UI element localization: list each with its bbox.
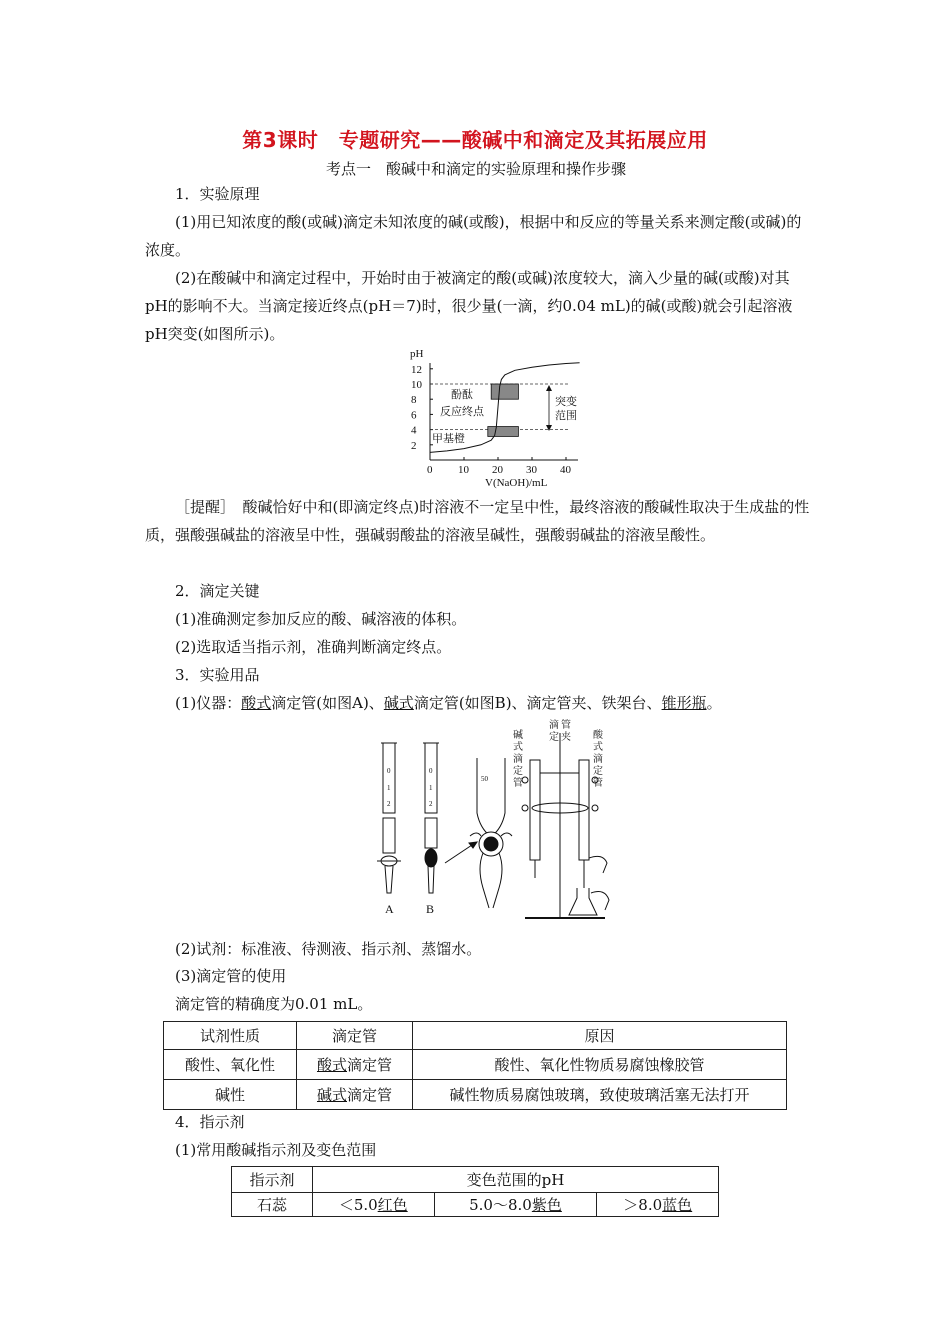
x-tick-label: 40 [560,464,571,476]
s2-heading: 2．滴定关键 [175,582,260,600]
label-b: B [426,902,435,916]
x-tick-label: 30 [526,464,537,476]
x-tick-label: 20 [492,464,503,476]
figure-vertical-label-char: 管 [513,778,523,789]
figure-vertical-label-char: 定 [593,766,603,777]
figure-vertical-label-char: 夹 [561,732,571,743]
table-header: 变色范围的pH [313,1167,719,1193]
s3-reagents: (2)试剂：标准液、待测液、指示剂、蒸馏水。 [175,940,482,958]
s3-instruments: (1)仪器：酸式滴定管(如图A)、碱式滴定管(如图B)、滴定管夹、铁架台、锥形瓶。 [175,694,722,712]
y-tick-label: 8 [411,394,417,407]
figure-vertical-label-char: 滴 [593,754,603,765]
table-row: 石蕊 ＜5.0红色 5.0～8.0紫色 ＞8.0蓝色 [232,1193,719,1217]
label-endpoint: 反应终点 [440,405,484,418]
figure-vertical-label-char: 滴 [549,720,559,731]
table-header: 原因 [413,1022,787,1050]
burette-a-mark-0: 0 [387,767,391,775]
s2-p1: (1)准确测定参加反应的酸、碱溶液的体积。 [175,610,467,628]
s1-p1: (1)用已知浓度的酸(或碱)滴定未知浓度的碱(或酸)，根据中和反应的等量关系来测定酸(或碱)的浓度。 [145,213,802,259]
x-tick-label: 0 [427,464,433,476]
burette-b-mark-2: 2 [429,800,433,808]
methyl-orange-box [488,427,519,437]
figure-vertical-label-char: 式 [513,742,523,753]
burette-a-mark-2: 2 [387,800,391,808]
label-a: A [385,902,394,916]
section-subtitle: 考点一 酸碱中和滴定的实验原理和操作步骤 [326,160,627,178]
phenolphthalein-box [491,384,518,399]
s1-heading: 1．实验原理 [175,185,260,203]
s3-heading: 3．实验用品 [175,666,260,684]
figure-vertical-label-char: 滴 [513,754,523,765]
chart-xlabel: V(NaOH)/mL [485,477,548,489]
figure-vertical-label-char: 定 [549,732,559,743]
page-title: 第3课时 专题研究——酸碱中和滴定及其拓展应用 [242,128,708,152]
burette-b-mark-0: 0 [429,767,433,775]
s1-p2: (2)在酸碱中和滴定过程中，开始时由于被滴定的酸(或碱)浓度较大，滴入少量的碱(或酸)对其pH的影响不大。当滴定接近终点(pH＝7)时，很少量(一滴，约0.04 mL)的碱(或酸)就会引起溶液pH突变(如图所示)。 [145,269,793,343]
figure-vertical-label-char: 酸 [593,730,603,741]
y-tick-label: 6 [411,409,417,422]
table-row: 酸性、氧化性 酸式滴定管 酸性、氧化性物质易腐蚀橡胶管 [164,1050,787,1080]
table-header: 滴定管 [297,1022,413,1050]
label-methyl-orange: 甲基橙 [432,432,465,445]
s3-precision: 滴定管的精确度为0.01 mL。 [175,995,373,1013]
chart-ylabel: pH [410,348,424,360]
figure-vertical-label-char: 管 [561,720,571,731]
burette-a-mark-1: 1 [387,784,391,792]
y-tick-label: 10 [411,379,422,391]
figure-vertical-label-char: 式 [593,742,603,753]
titration-chart [395,345,595,490]
burette-table [163,1021,787,1110]
table-row: 碱性 碱式滴定管 碱性物质易腐蚀玻璃，致使玻璃活塞无法打开 [164,1080,787,1110]
y-tick-label: 2 [411,439,417,452]
table-header: 指示剂 [232,1167,313,1193]
s4-p1: (1)常用酸碱指示剂及变色范围 [175,1141,377,1159]
s4-heading: 4．指示剂 [175,1113,245,1131]
burette-figure [365,718,615,928]
figure-vertical-label-char: 碱 [513,730,523,741]
s3-use: (3)滴定管的使用 [175,967,287,985]
s2-p2: (2)选取适当指示剂，准确判断滴定终点。 [175,638,452,656]
figure-vertical-label-char: 管 [593,778,603,789]
figure-vertical-label-char: 定 [513,766,523,777]
indicator-table [231,1166,719,1217]
label-phenolphthalein: 酚酞 [451,388,473,401]
zoom-mark-50: 50 [481,775,488,783]
x-tick-label: 10 [458,464,469,476]
table-header: 试剂性质 [164,1022,297,1050]
burette-b-mark-1: 1 [429,784,433,792]
label-jump-1: 突变 [555,395,577,408]
y-tick-label: 12 [411,363,422,376]
label-jump-2: 范围 [555,409,577,422]
y-tick-label: 4 [411,424,417,437]
tip-paragraph: ［提醒］ 酸碱恰好中和(即滴定终点)时溶液不一定呈中性，最终溶液的酸碱性取决于生成盐的性质，强酸强碱盐的溶液呈中性，强碱弱酸盐的溶液呈碱性，强酸弱碱盐的溶液呈酸性。 [145,498,810,544]
